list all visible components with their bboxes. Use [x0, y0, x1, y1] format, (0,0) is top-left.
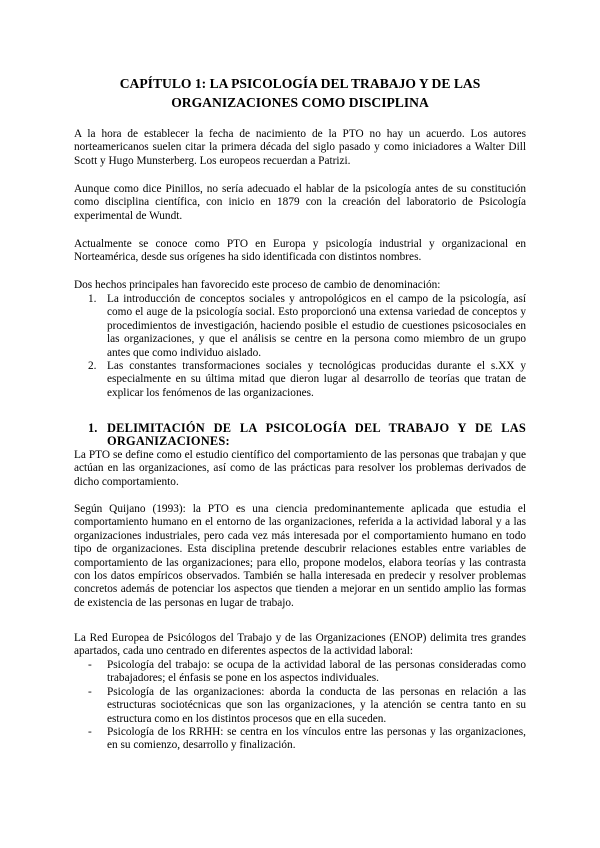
intro-paragraph-2: Aunque como dice Pinillos, no sería adecuado el hablar de la psicología antes de su constitución como disciplina científica, con inicio en 1879 con la creación del laboratorio de Psicología experimental de Wundt.	[74, 183, 526, 222]
chapter-title: CAPÍTULO 1: LA PSICOLOGÍA DEL TRABAJO Y DE LAS ORGANIZACIONES COMO DISCIPLINA	[119, 76, 481, 110]
list-item	[74, 360, 526, 400]
list-item	[74, 726, 526, 753]
intro-paragraph-1: A la hora de establecer la fecha de nacimiento de la PTO no hay un acuerdo. Los autores norteamericanos suelen citar la primera década del siglo pasado y como iniciadores a Walter Dill Scott y Hugo Munsterberg. Los europeos recuerdan a Patrizi.	[74, 128, 526, 167]
list-marker: -	[88, 659, 92, 671]
list-item-text: Las constantes transformaciones sociales y tecnológicas producidas durante el s.XX y especialmente en su última mitad que dieron lugar al desarrollo de teorías que tratan de explicar los fenómenos de las organizaciones.	[107, 360, 526, 399]
facts-list	[74, 293, 526, 400]
section-number: 1.	[88, 421, 98, 435]
section-heading-text: DELIMITACIÓN DE LA PSICOLOGÍA DEL TRABAJO Y DE LAS ORGANIZACIONES:	[107, 421, 526, 449]
intro-paragraph-3: Actualmente se conoce como PTO en Europa y psicología industrial y organizacional en Norteamérica, desde sus orígenes ha sido identificada con distintos nombres.	[74, 238, 526, 264]
areas-list	[74, 659, 526, 753]
list-marker: -	[88, 685, 92, 698]
intro-paragraph-4: Dos hechos principales han favorecido este proceso de cambio de denominación:	[74, 279, 441, 291]
list-item-text: Psicología de los RRHH: se centra en los vínculos entre las personas y las organizaciones, en su comienzo, desarrollo y finalización.	[107, 726, 526, 752]
section-heading	[74, 422, 526, 449]
list-item-text: Psicología de las organizaciones: aborda la conducta de las personas en relación a las estructuras sociotécnicas que son las organizaciones, y la atención se centra tanto en su estructura como en los distintos procesos que en ella suceden.	[107, 685, 526, 725]
list-marker: 1.	[88, 293, 97, 305]
section-paragraph-1: La PTO se define como el estudio científico del comportamiento de las personas que trabajan y que actúan en las organizaciones, así como de las prácticas para resolver los problemas derivados de dicho comportamiento.	[74, 449, 526, 488]
list-item	[74, 293, 526, 360]
list-item-text: La introducción de conceptos sociales y antropológicos en el campo de la psicología, así como el auge de la psicología social. Esto proporcionó una extensa variedad de conceptos y procedimientos de investigación, haciendo posible el estudio de cuestiones psicosociales en las organizaciones, y que el análisis se centre en la persona como miembro de un grupo antes que como individuo aislado.	[107, 293, 526, 359]
list-item	[74, 686, 526, 726]
section-paragraph-3: La Red Europea de Psicólogos del Trabajo y de las Organizaciones (ENOP) delimita tres grandes apartados, cada uno centrado en diferentes aspectos de la actividad laboral:	[74, 632, 526, 658]
list-marker: -	[88, 726, 92, 739]
list-item	[74, 659, 526, 686]
section-paragraph-2: Según Quijano (1993): la PTO es una ciencia predominantemente aplicada que estudia el comportamiento humano en el entorno de las organizaciones, referida a la actividad laboral y a las organizaciones industriales, pero cada vez más interesada por el comportamiento humano en todo tipo de organizaciones. Esta disciplina pretende descubrir relaciones estables entre variables de comportamiento de las organizaciones; para ello, propone modelos, elabora teorías y las contrasta con los datos empíricos observados. También se halla interesada en predecir y resolver problemas concretos además de potenciar los aspectos que tienden a mejorar en un sentido amplio las formas de existencia de las personas en lugar de trabajo.	[74, 503, 526, 609]
list-marker: 2.	[88, 360, 97, 373]
list-item-text: Psicología del trabajo: se ocupa de la actividad laboral de las personas consideradas como trabajadores; el énfasis se pone en los aspectos individuales.	[107, 659, 526, 685]
